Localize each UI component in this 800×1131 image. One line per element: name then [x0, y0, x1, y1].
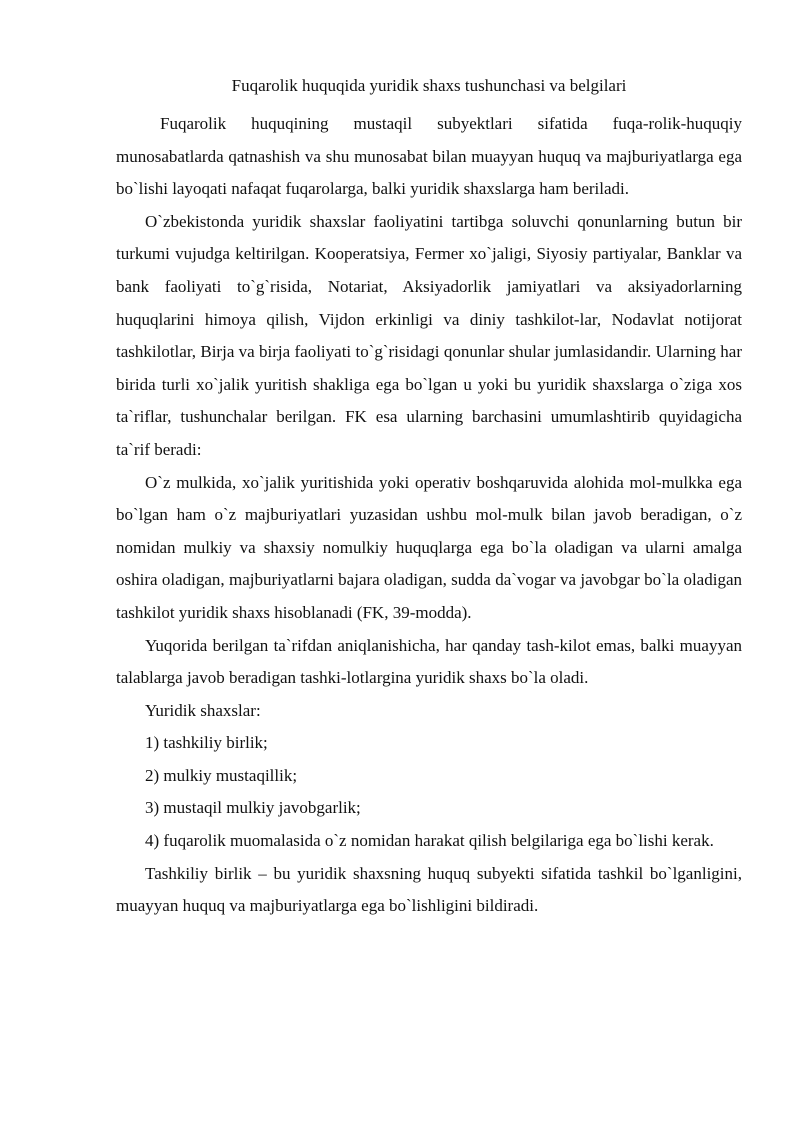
paragraph-4: Yuqorida berilgan ta`rifdan aniqlanishicha, har qanday tash-kilot emas, balki muayyan talablarga javob beradigan tashki-lotlargina yuridik shaxs bo`la oladi. — [116, 635, 742, 688]
list-intro: Yuridik shaxslar: — [145, 700, 261, 720]
list-item: 1) tashkiliy birlik; — [145, 733, 268, 753]
closing-paragraph: Tashkiliy birlik – bu yuridik shaxsning huquq subyekti sifatida tashkil bo`lganligini, muayyan huquq va majburiyatlarga ega bo`lishligini bildiradi. — [116, 863, 742, 916]
list-item: 3) mustaqil mulkiy javobgarlik; — [145, 798, 361, 818]
document-page — [116, 74, 742, 923]
list-item: 2) mulkiy mustaqillik; — [145, 765, 298, 785]
paragraph-1: Fuqarolik huquqining mustaqil subyektlari sifatida fuqa-rolik-huquqiy munosabatlarda qatnashish va shu munosabat bilan muayyan huquq va majburiyatlarga ega bo`lishi layoqati nafaqat fuqarolarga, balki yuridik shaxslarga ham beriladi. — [116, 114, 742, 199]
paragraph-3: O`z mulkida, xo`jalik yuritishida yoki operativ boshqaruvida alohida mol-mulkka ega bo`lgan ham o`z majburiyatlari yuzasidan ushbu mol-mulk bilan javob beradigan, o`z nomidan mulkiy va shaxsiy nomulkiy huquqlarga ega bo`la oladigan va ularni amalga oshira oladigan, majburiyatlarni bajara oladigan, sudda da`vogar va javobgar bo`la oladigan tashkilot yuridik shaxs hisoblanadi (FK, 39-modda). — [116, 472, 742, 622]
list-item-last: 4) fuqarolik muomalasida o`z nomidan harakat qilish belgilariga ega bo`lishi kerak. — [145, 831, 714, 851]
document-title: Fuqarolik huquqida yuridik shaxs tushunchasi va belgilari — [231, 76, 627, 95]
paragraph-2: O`zbekistonda yuridik shaxslar faoliyatini tartibga soluvchi qonunlarning butun bir turkumi vujudga keltirilgan. Kooperatsiya, Fermer xo`jaligi, Siyosiy partiyalar, Banklar va bank faoliyati to`g`risida, Notariat, Aksiyadorlik jamiyatlari va aksiyadorlarning huquqlarini himoya qilish, Vijdon erkinligi va diniy tashkilot-lar, Nodavlat notijorat tashkilotlar, Birja va birja faoliyati to`g`risidagi qonunlar shular jumlasidandir. Ularning har birida turli xo`jalik yuritish shakliga ega bo`lgan u yoki bu yuridik shaxslarga o`ziga xos ta`riflar, tushunchalar berilgan. FK esa ularning barchasini umumlashtirib quyidagicha ta`rif beradi: — [116, 211, 742, 459]
